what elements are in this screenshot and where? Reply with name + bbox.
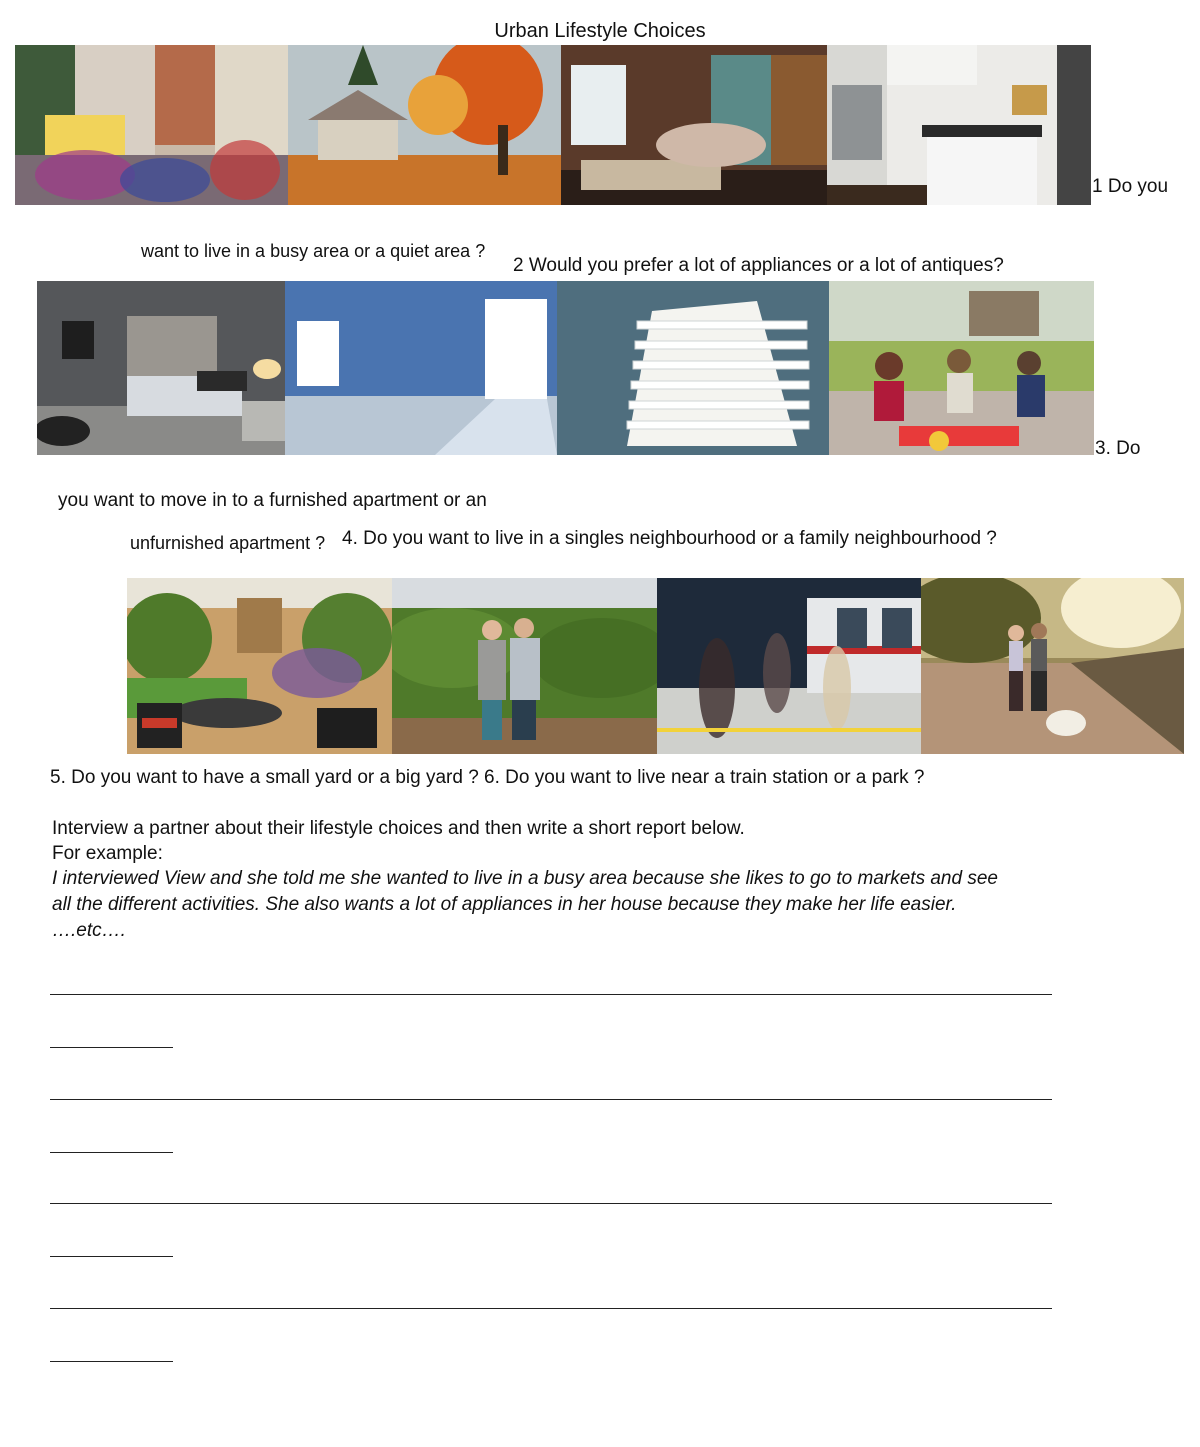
writing-line <box>50 1308 1052 1309</box>
quiet-suburb-photo <box>288 45 561 205</box>
question-4: 4. Do you want to live in a singles neighbourhood or a family neighbourhood ? <box>342 528 997 549</box>
question-3-start: 3. Do <box>1095 438 1141 459</box>
question-1-continued: want to live in a busy area or a quiet area ? <box>141 241 486 261</box>
page-title: Urban Lifestyle Choices <box>494 20 706 42</box>
modern-kitchen-photo <box>827 45 1091 205</box>
example-line-3: ….etc…. <box>52 920 126 941</box>
family-street-party-photo <box>829 281 1094 455</box>
writing-line-short <box>50 1047 173 1048</box>
park-jogging-photo <box>921 578 1184 754</box>
question-1-start: 1 Do you <box>1092 176 1169 197</box>
antique-living-room-photo <box>561 45 827 205</box>
apartment-building-photo <box>557 281 829 455</box>
writing-line-short <box>50 1256 173 1257</box>
question-2: 2 Would you prefer a lot of appliances or a lot of antiques? <box>513 255 1004 276</box>
example-line-1: I interviewed View and she told me she wanted to live in a busy area because she likes to go to markets and see <box>52 868 998 889</box>
example-label: For example: <box>52 843 163 864</box>
furnished-bedroom-photo <box>37 281 285 455</box>
writing-line <box>50 1099 1052 1100</box>
empty-room-photo <box>285 281 557 455</box>
writing-line <box>50 1203 1052 1204</box>
questions-5-and-6: 5. Do you want to have a small yard or a big yard ? 6. Do you want to live near a train station or a park ? <box>50 767 925 788</box>
writing-line-short <box>50 1152 173 1153</box>
big-garden-couple-photo <box>392 578 657 754</box>
busy-street-photo <box>15 45 288 205</box>
small-garden-photo <box>127 578 392 754</box>
example-line-2: all the different activities. She also wants a lot of appliances in her house because they make her life easier. <box>52 894 957 915</box>
question-3-end: unfurnished apartment ? <box>130 533 326 553</box>
writing-line-short <box>50 1361 173 1362</box>
writing-line <box>50 994 1052 995</box>
train-station-photo <box>657 578 921 754</box>
instruction-text: Interview a partner about their lifestyle choices and then write a short report below. <box>52 818 745 839</box>
question-3-continued: you want to move in to a furnished apartment or an <box>58 490 487 511</box>
